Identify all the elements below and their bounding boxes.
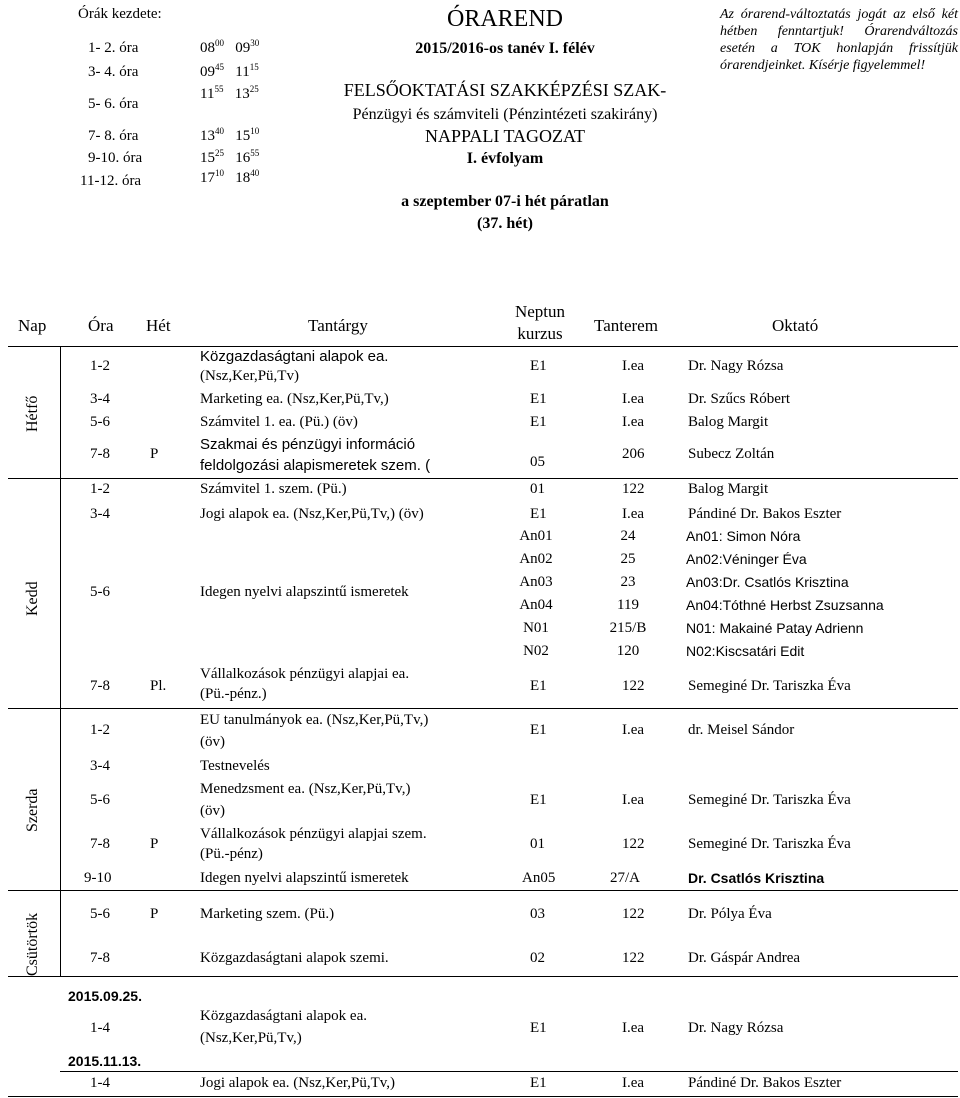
week-number: (37. hét) [477, 215, 533, 232]
row-terem: 27/A [610, 870, 640, 886]
row-oktato: Pándiné Dr. Bakos Eszter [688, 1075, 842, 1091]
row-tantargy-2: (Nsz,Ker,Pü,Tv,) [200, 1030, 302, 1046]
row-terem: I.ea [622, 391, 645, 407]
row-tantargy: Vállalkozások pénzügyi alapjai szem. [200, 826, 427, 842]
row-tantargy-2: (öv) [200, 734, 225, 750]
day-label-hetfo: Hétfő [24, 395, 41, 432]
lesson-time: $15^{25}$ $16^{55}$ [200, 148, 260, 166]
row-ora: 1-4 [90, 1075, 110, 1091]
row-tantargy: Idegen nyelvi alapszintű ismeretek [200, 870, 409, 886]
row-kurzus: 05 [530, 454, 545, 470]
day-divider [8, 890, 958, 891]
lesson-label: 3- 4. óra [88, 64, 139, 80]
lesson-label: 11-12. óra [80, 173, 142, 189]
row-kurzus: 02 [530, 950, 545, 966]
lesson-time: $09^{45}$ $11^{15}$ [200, 62, 259, 80]
row-oktato: Dr. Csatlós Krisztina [688, 870, 825, 886]
row-tantargy: Számvitel 1. szem. (Pü.) [200, 481, 347, 497]
row-kurzus: E1 [530, 792, 547, 808]
row-het: Pl. [150, 678, 167, 694]
column-header-tantargy: Tantárgy [308, 316, 368, 335]
row-tantargy: Szakmai és pénzügyi információ [200, 436, 416, 453]
day-divider [8, 708, 958, 709]
table-bottom [8, 1096, 958, 1097]
day-label-csutortok: Csütörtök [24, 912, 41, 976]
group-kurzus: An03 [519, 574, 553, 590]
row-ora: 5-6 [90, 792, 110, 808]
row-oktato: Semeginé Dr. Tariszka Éva [688, 678, 851, 694]
row-oktato: Dr. Gáspár Andrea [688, 950, 801, 966]
date-label: 2015.09.25. [68, 988, 142, 1004]
row-tantargy: Számvitel 1. ea. (Pü.) (öv) [200, 414, 358, 430]
row-kurzus: 01 [530, 836, 545, 852]
row-terem: I.ea [622, 1020, 645, 1036]
row-tantargy-2: (Pü.-pénz) [200, 846, 263, 862]
row-ora: 7-8 [90, 836, 110, 852]
row-oktato: Subecz Zoltán [688, 446, 775, 462]
group-terem: 23 [620, 574, 636, 590]
row-kurzus: E1 [530, 1075, 547, 1091]
row-het: P [150, 906, 159, 922]
row-kurzus: An05 [522, 870, 556, 886]
row-het: P [150, 836, 159, 852]
row-oktato: Dr. Nagy Rózsa [688, 358, 784, 374]
row-terem: I.ea [622, 506, 645, 522]
row-kurzus: E1 [530, 1020, 547, 1036]
column-header-het: Hét [146, 316, 171, 335]
table-divider [8, 346, 958, 347]
program-name: FELSŐOKTATÁSI SZAKKÉPZÉSI SZAK- [343, 80, 667, 100]
row-tantargy-2: (Nsz,Ker,Pü,Tv) [200, 368, 299, 384]
row-oktato: Dr. Szűcs Róbert [688, 391, 791, 407]
lesson-time: $08^{00}$ $09^{30}$ [200, 38, 260, 56]
lesson-label: 1- 2. óra [88, 40, 139, 56]
row-kurzus: E1 [530, 358, 547, 374]
row-kurzus: E1 [530, 391, 547, 407]
lesson-label: 7- 8. óra [88, 128, 139, 144]
column-header-kurzus: kurzus [517, 324, 563, 343]
row-tantargy: Közgazdaságtani alapok ea. [200, 348, 389, 365]
row-terem: 122 [622, 906, 645, 922]
row-ora: 3-4 [90, 391, 110, 407]
day-label-kedd: Kedd [24, 581, 41, 616]
row-kurzus: 01 [530, 481, 545, 497]
week-label: a szeptember 07-i hét páratlan [401, 193, 609, 210]
row-divider [60, 1071, 958, 1072]
row-oktato: Dr. Pólya Éva [688, 906, 772, 922]
specialization: Pénzügyi és számviteli (Pénzintézeti szakirány) [352, 106, 658, 123]
group-terem: 24 [620, 528, 636, 544]
row-terem: 122 [622, 950, 645, 966]
row-terem: I.ea [622, 1075, 645, 1091]
lesson-label: 9-10. óra [88, 150, 143, 166]
row-ora: 1-2 [90, 358, 110, 374]
academic-year: 2015/2016-os tanév I. félév [415, 40, 595, 57]
row-tantargy: Testnevelés [200, 758, 270, 774]
group-kurzus: An01 [519, 528, 553, 544]
row-kurzus: E1 [530, 506, 547, 522]
row-terem: 122 [622, 678, 645, 694]
row-ora: 1-4 [90, 1020, 110, 1036]
day-divider [8, 976, 958, 977]
row-ora: 5-6 [90, 584, 110, 600]
row-ora: 9-10 [84, 870, 112, 886]
group-terem: 215/B [609, 620, 647, 636]
row-terem: I.ea [622, 358, 645, 374]
group-oktato: An03:Dr. Csatlós Krisztina [686, 574, 849, 590]
row-ora: 5-6 [90, 906, 110, 922]
day-label-szerda: Szerda [24, 788, 41, 832]
notice-text: Az órarend-változtatás jogát az első két hétben fenntartjuk! Órarendváltozás esetén a TOK honlapján frissítjük órarendjeinket. Kísérje figyelemmel! [720, 7, 958, 73]
row-tantargy: Idegen nyelvi alapszintű ismeretek [200, 584, 409, 600]
row-oktato: Dr. Nagy Rózsa [688, 1020, 784, 1036]
column-header-nap: Nap [18, 316, 47, 335]
lesson-time: $11^{55}$ $13^{25}$ [200, 84, 259, 102]
row-ora: 3-4 [90, 506, 110, 522]
group-oktato: An01: Simon Nóra [686, 528, 801, 544]
row-ora: 7-8 [90, 678, 110, 694]
day-divider [8, 478, 958, 479]
row-oktato: Pándiné Dr. Bakos Eszter [688, 506, 842, 522]
row-tantargy: EU tanulmányok ea. (Nsz,Ker,Pü,Tv,) [200, 712, 429, 728]
row-terem: 122 [622, 836, 645, 852]
row-het: P [150, 446, 159, 462]
row-tantargy: Vállalkozások pénzügyi alapjai ea. [200, 666, 410, 682]
row-tantargy: Jogi alapok ea. (Nsz,Ker,Pü,Tv,) (öv) [200, 506, 424, 522]
row-oktato: Semeginé Dr. Tariszka Éva [688, 792, 851, 808]
row-oktato: Balog Margit [688, 481, 769, 497]
row-kurzus: 03 [530, 906, 545, 922]
group-kurzus: An04 [519, 597, 553, 613]
column-header-neptun: Neptun [514, 302, 566, 321]
row-ora: 7-8 [90, 446, 110, 462]
group-terem: 25 [620, 551, 636, 567]
date-label: 2015.11.13. [68, 1053, 142, 1069]
day-column-divider [60, 346, 61, 976]
group-kurzus: N02 [523, 643, 549, 659]
row-oktato: dr. Meisel Sándor [688, 722, 795, 738]
row-tantargy-2: (öv) [200, 803, 225, 819]
group-oktato: N01: Makainé Patay Adrienn [686, 620, 864, 636]
study-mode: NAPPALI TAGOZAT [424, 126, 586, 146]
row-tantargy: Közgazdaságtani alapok szemi. [200, 950, 389, 966]
lesson-time: $17^{10}$ $18^{40}$ [200, 168, 260, 186]
row-tantargy: Közgazdaságtani alapok ea. [200, 1008, 367, 1024]
row-kurzus: E1 [530, 414, 547, 430]
lesson-label: 5- 6. óra [88, 96, 139, 112]
grade-level: I. évfolyam [466, 150, 544, 167]
row-terem: 206 [622, 446, 645, 462]
lesson-times-title: Órák kezdete: [78, 6, 162, 22]
row-tantargy: Jogi alapok ea. (Nsz,Ker,Pü,Tv,) [200, 1075, 396, 1091]
row-oktato: Semeginé Dr. Tariszka Éva [688, 836, 851, 852]
row-oktato: Balog Margit [688, 414, 769, 430]
row-tantargy: Marketing szem. (Pü.) [200, 906, 335, 922]
row-ora: 7-8 [90, 950, 110, 966]
row-tantargy-2: feldolgozási alapismeretek szem. ( [200, 457, 431, 474]
group-terem: 120 [616, 643, 640, 659]
row-terem: 122 [622, 481, 645, 497]
column-header-oktato: Oktató [772, 316, 819, 335]
group-terem: 119 [617, 597, 639, 613]
column-header-ora: Óra [88, 316, 114, 335]
group-oktato: An04:Tóthné Herbst Zsuzsanna [686, 597, 884, 613]
group-oktato: An02:Véninger Éva [686, 551, 807, 567]
lesson-time: $13^{40}$ $15^{10}$ [200, 126, 260, 144]
row-tantargy-2: (Pü.-pénz.) [200, 686, 267, 702]
row-tantargy: Menedzsment ea. (Nsz,Ker,Pü,Tv,) [200, 781, 411, 797]
row-ora: 1-2 [90, 722, 110, 738]
row-kurzus: E1 [530, 722, 547, 738]
row-ora: 1-2 [90, 481, 110, 497]
row-terem: I.ea [622, 722, 645, 738]
row-ora: 5-6 [90, 414, 110, 430]
row-kurzus: E1 [530, 678, 547, 694]
row-tantargy: Marketing ea. (Nsz,Ker,Pü,Tv,) [200, 391, 389, 407]
page-title: ÓRAREND [446, 6, 563, 32]
row-ora: 3-4 [90, 758, 110, 774]
column-header-tanterem: Tanterem [594, 316, 658, 335]
row-terem: I.ea [622, 792, 645, 808]
group-kurzus: N01 [523, 620, 549, 636]
row-terem: I.ea [622, 414, 645, 430]
group-kurzus: An02 [519, 551, 553, 567]
group-oktato: N02:Kiscsatári Edit [686, 643, 805, 659]
